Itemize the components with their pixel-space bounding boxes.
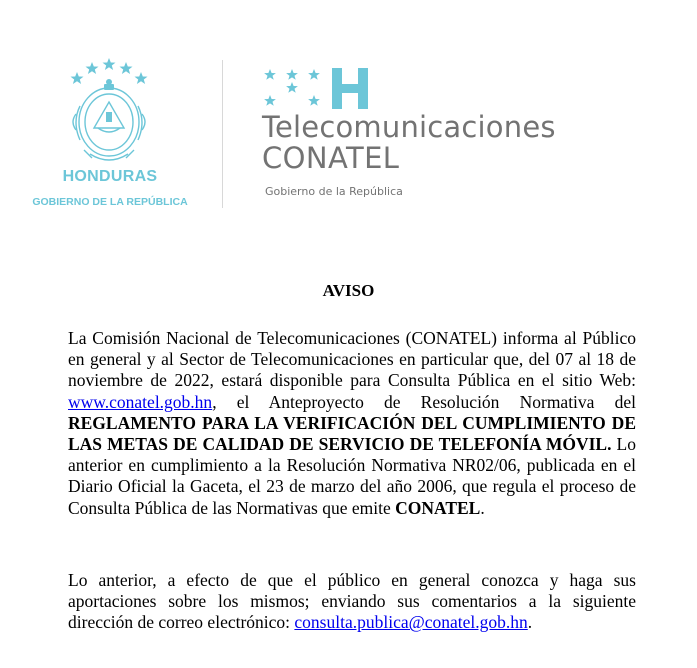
paragraph-2-text-a: Lo anterior, a efecto de que el público en general conozca y haga sus aportaciones sobre los mismos; enviando sus comentarios a la siguiente dirección de correo electrónico: (68, 570, 636, 633)
conatel-stars-h-icon (262, 66, 382, 112)
national-coat-of-arms-icon (62, 70, 156, 170)
logo-divider (222, 60, 223, 208)
telecomunicaciones-wordmark: Telecomunicaciones (262, 110, 556, 144)
paragraph-1-text-b: , el Anteproyecto de Resolución Normativa del (212, 391, 636, 412)
conatel-bold: CONATEL (395, 497, 481, 518)
country-name: HONDURAS (62, 168, 158, 185)
notice-title: AVISO (322, 281, 375, 300)
paragraph-1-text-c: Lo anterior en cumplimiento a la Resolución Normativa NR02/06, publicada en el Diario Oficial la Gaceta, el 23 de marzo del año 2006, que regula el proceso de Consulta Pública de las Normativas que emite (68, 434, 636, 518)
conatel-wordmark: CONATEL (262, 141, 400, 175)
gobierno-tagline: Gobierno de la República (265, 185, 403, 198)
paragraph-1-text-a: La Comisión Nacional de Telecomunicaciones (CONATEL) informa al Público en general y al Sector de Telecomunicaciones en particular que, del 07 al 18 de noviembre de 2022, estará disponible para Consulta Pública en el sitio Web: (68, 328, 636, 391)
notice-paragraph-2 (68, 570, 636, 634)
consultation-email-link[interactable]: consulta.publica@conatel.gob.hn (294, 612, 528, 633)
honduras-government-logo (20, 50, 200, 220)
notice-paragraph-1 (68, 328, 636, 519)
letterhead (0, 0, 697, 230)
conatel-website-link[interactable]: www.conatel.gob.hn (68, 391, 213, 412)
paragraph-1-period: . (480, 497, 485, 518)
government-subtitle: GOBIERNO DE LA REPÚBLICA (32, 196, 188, 208)
paragraph-2-period: . (527, 612, 533, 633)
regulation-title: REGLAMENTO PARA LA VERIFICACIÓN DEL CUMPLIMIENTO DE LAS METAS DE CALIDAD DE SERVICIO DE TELEFONÍA MÓVIL. (68, 412, 636, 455)
